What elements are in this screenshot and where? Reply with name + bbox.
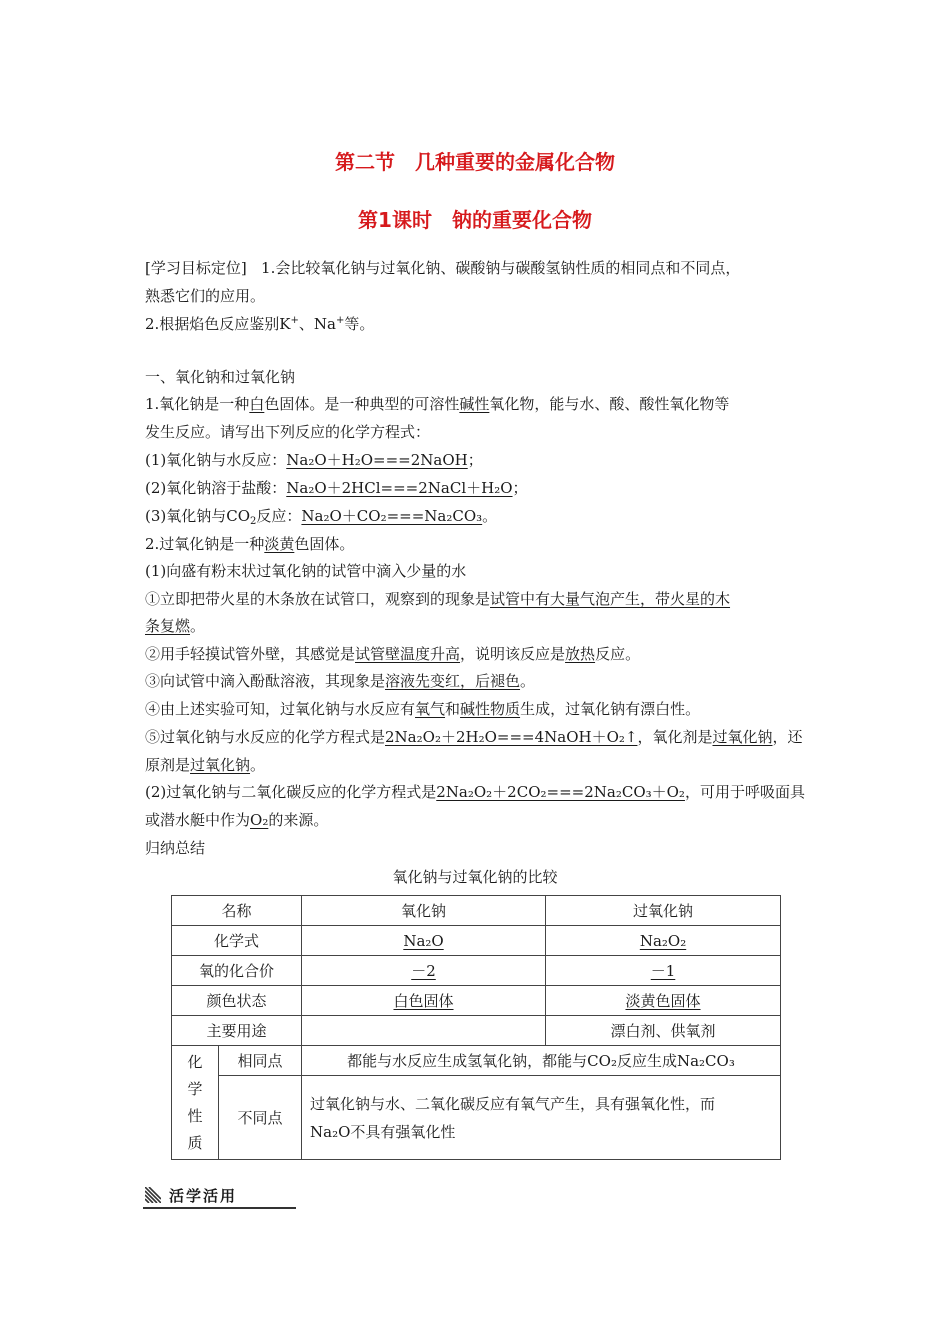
table-row [172, 896, 781, 926]
blank-answer: 试管中有大量气泡产生，带火星的木 [490, 590, 731, 608]
header-name: 名称 [172, 896, 302, 926]
observation-3: ③向试管中滴入酚酞溶液，其现象是溶液先变红，后褪色。 [145, 672, 536, 690]
paragraph-1: 1.氧化钠是一种白色固体。是一种典型的可溶性碱性氧化物，能与水、酸、酸性氧化物等 [145, 395, 730, 413]
blank-answer: 过氧化钠 [190, 756, 251, 774]
experiment-1: (1)向盛有粉末状过氧化钠的试管中滴入少量的水 [145, 562, 467, 580]
section-heading: 一、氧化钠和过氧化钠 [145, 368, 296, 386]
row-label: 主要用途 [172, 1016, 302, 1046]
observation-4: ④由上述实验可知，过氧化钠与水反应有氧气和碱性物质生成，过氧化钠有漂白性。 [145, 700, 701, 718]
table-cell: 淡黄色固体 [546, 986, 781, 1016]
blank-answer: O₂ [250, 811, 269, 829]
table-cell: 都能与水反应生成氢氧化钠，都能与CO₂反应生成Na₂CO₃ [302, 1046, 781, 1076]
equation-answer: 2Na₂O₂＋2H₂O===4NaOH＋O₂↑ [385, 728, 638, 746]
reaction-3: (3)氧化钠与$CO_2$反应：Na₂O＋CO₂===Na₂CO₃。 [145, 507, 498, 527]
row-label: 不同点 [219, 1076, 302, 1160]
row-label: 颜色状态 [172, 986, 302, 1016]
experiment-2-cont: 或潜水艇中作为O₂的来源。 [145, 811, 329, 829]
reaction-1: (1)氧化钠与水反应：Na₂O＋H₂O===2NaOH； [145, 451, 483, 469]
diagonal-stripes-icon [145, 1187, 161, 1203]
practice-label: 活学活用 [169, 1187, 238, 1205]
blank-answer: 放热 [565, 645, 596, 663]
blank-answer: 碱性 [459, 395, 490, 413]
table-cell: －2 [302, 956, 546, 986]
section-title: 第二节 几种重要的金属化合物 [335, 150, 615, 174]
table-row [172, 1076, 781, 1160]
reaction-2: (2)氧化钠溶于盐酸：Na₂O＋2HCl===2NaCl＋H₂O； [145, 479, 528, 497]
table-row [172, 956, 781, 986]
table-row [172, 1046, 781, 1076]
practice-section-header [143, 1185, 296, 1209]
comparison-table [171, 895, 781, 1160]
blank-answer: 过氧化钠 [712, 728, 773, 746]
table-cell: 漂白剂、供氧剂 [546, 1016, 781, 1046]
row-label: 氧的化合价 [172, 956, 302, 986]
table-row [172, 1016, 781, 1046]
objective-1-cont: 熟悉它们的应用。 [145, 287, 266, 305]
objective-1: 1.会比较氧化钠与过氧化钠、碳酸钠与碳酸氢钠性质的相同点和不同点， [261, 259, 741, 277]
paragraph-1-cont: 发生反应。请写出下列反应的化学方程式： [145, 423, 431, 441]
observation-5: ⑤过氧化钠与水反应的化学方程式是2Na₂O₂＋2H₂O===4NaOH＋O₂↑，氧化剂是过氧化钠，还 [145, 728, 803, 746]
blank-answer: 溶液先变红，后褪色 [385, 672, 521, 690]
chem-property-label: 化 学 性 质 [172, 1046, 219, 1160]
paragraph-2: 2.过氧化钠是一种淡黄色固体。 [145, 535, 355, 553]
row-label: 化学式 [172, 926, 302, 956]
objectives-label: [学习目标定位] [145, 259, 247, 277]
objective-2: 2.根据焰色反应鉴别K+、Na+等。 [145, 315, 375, 333]
blank-answer: 淡黄 [264, 535, 295, 553]
observation-1-cont: 条复燃。 [145, 617, 206, 635]
lesson-title: 第1课时 钠的重要化合物 [358, 208, 592, 232]
observation-1: ①立即把带火星的木条放在试管口，观察到的现象是试管中有大量气泡产生，带火星的木 [145, 590, 731, 608]
blank-answer: 碱性物质 [460, 700, 521, 718]
table-row [172, 926, 781, 956]
table-row [172, 986, 781, 1016]
objectives-line-1 [145, 258, 815, 278]
table-cell: Na₂O₂ [546, 926, 781, 956]
row-label: 相同点 [219, 1046, 302, 1076]
blank-answer: 氧气 [415, 700, 446, 718]
blank-answer: 试管壁温度升高 [355, 645, 461, 663]
table-cell: Na₂O [302, 926, 546, 956]
blank-answer: 白 [249, 395, 265, 413]
blank-answer: 条复燃 [145, 617, 191, 635]
equation-answer: Na₂O＋H₂O===2NaOH [286, 451, 468, 469]
equation-answer: Na₂O＋CO₂===Na₂CO₃ [301, 507, 483, 525]
table-caption: 氧化钠与过氧化钠的比较 [392, 868, 558, 886]
table-cell: 白色固体 [302, 986, 546, 1016]
header-col2: 过氧化钠 [546, 896, 781, 926]
table-cell [302, 1016, 546, 1046]
table-cell: －1 [546, 956, 781, 986]
equation-answer: 2Na₂O₂＋2CO₂===2Na₂CO₃＋O₂ [436, 783, 685, 801]
header-col1: 氧化钠 [302, 896, 546, 926]
observation-2: ②用手轻摸试管外壁，其感觉是试管壁温度升高，说明该反应是放热反应。 [145, 645, 641, 663]
observation-5-cont: 原剂是过氧化钠。 [145, 756, 266, 774]
summary-label: 归纳总结 [145, 839, 206, 857]
equation-answer: Na₂O＋2HCl===2NaCl＋H₂O [286, 479, 513, 497]
table-cell: 过氧化钠与水、二氧化碳反应有氧气产生，具有强氧化性，而 Na₂O不具有强氧化性 [302, 1076, 781, 1160]
experiment-2: (2)过氧化钠与二氧化碳反应的化学方程式是2Na₂O₂＋2CO₂===2Na₂CO₃＋O₂，可用于呼吸面具 [145, 783, 805, 801]
